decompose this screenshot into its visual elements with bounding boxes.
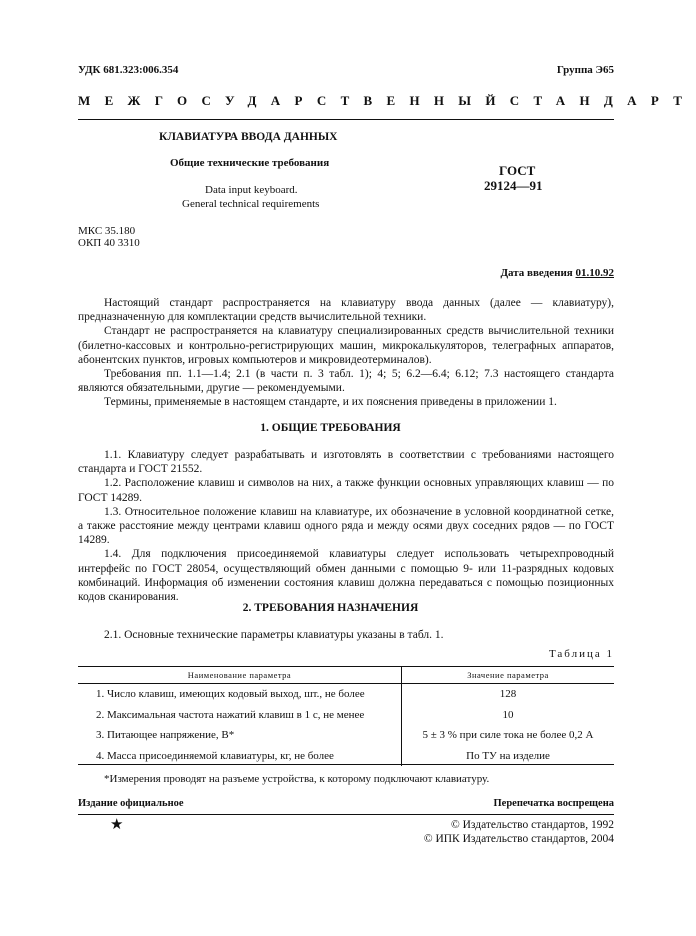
section-2-heading: 2. ТРЕБОВАНИЯ НАЗНАЧЕНИЯ — [242, 602, 419, 614]
udk-code: УДК 681.323:006.354 — [78, 64, 179, 76]
table-cell: 5 ± 3 % при силе тока не более 0,2 А — [402, 725, 615, 746]
table-row — [78, 684, 614, 705]
clause-paragraph: 1.2. Расположение клавиш и символов на них, а также функции основных управляющих клавиш — по ГОСТ 14289. — [78, 477, 614, 504]
table-cell: По ТУ на изделие — [402, 746, 615, 767]
intro-paragraph: Настоящий стандарт распространяется на клавиатуру ввода данных (далее — клавиатуру), предназначенную для комплектации средств вычислительной техники. — [78, 297, 614, 324]
official-edition-label: Издание официальное — [78, 798, 184, 809]
english-subtitle: General technical requirements — [182, 198, 320, 210]
english-title: Data input keyboard. — [205, 184, 298, 196]
doc-title: КЛАВИАТУРА ВВОДА ДАННЫХ — [159, 131, 338, 143]
table-cell: 4. Масса присоединяемой клавиатуры, кг, не более — [96, 749, 334, 762]
intro-date-value: 01.10.92 — [575, 267, 614, 279]
intro-paragraph: Требования пп. 1.1—1.4; 2.1 (в части п. 3 табл. 1); 4; 5; 6.2—6.4; 6.12; 7.3 настоящего стандарта являются обязательными, другие — рекомендуемыми. — [78, 368, 614, 395]
section-2-text — [78, 628, 614, 642]
doc-subtitle: Общие технические требования — [170, 157, 330, 169]
table-row — [78, 725, 614, 746]
table-cell: 2. Максимальная частота нажатий клавиш в 1 с, не менее — [96, 708, 365, 721]
star-icon: ★ — [110, 817, 124, 833]
clause-paragraph: 1.3. Относительное положение клавиш на клавиатуре, их обозначение в условной координатной сетке, а также расстояние между центрами клавиш одного ряда и между осями двух соседних рядов — по ГОСТ 14289. — [78, 505, 614, 547]
table-footnote: *Измерения проводят на разъеме устройства, к которому подключают клавиатуру. — [104, 773, 490, 785]
table-caption: Таблица 1 — [548, 648, 614, 660]
intro-date-label: Дата введения — [500, 267, 573, 279]
table-cell: 3. Питающее напряжение, В* — [96, 729, 235, 742]
table-cell: 1. Число клавиш, имеющих кодовый выход, шт., не более — [96, 688, 365, 701]
okp-code: ОКП 40 3310 — [78, 237, 140, 249]
group-code: Группа Э65 — [556, 64, 614, 76]
table-header-row — [78, 667, 614, 684]
table-cell: 10 — [402, 705, 615, 726]
standard-type-word2: СТАНДАРТ — [509, 93, 696, 108]
footer-rule — [78, 814, 614, 815]
mks-code: МКС 35.180 — [78, 225, 136, 237]
parameters-table — [78, 666, 614, 766]
intro-date — [500, 267, 614, 279]
standard-type-line — [78, 93, 696, 120]
table-header-cell: Значение параметра — [402, 667, 615, 684]
copyright-1992: © Издательство стандартов, 1992 — [450, 819, 614, 831]
clause-paragraph: 2.1. Основные технические параметры клавиатуры указаны в табл. 1. — [104, 629, 444, 641]
table-row — [78, 705, 614, 726]
section-1-text — [78, 448, 614, 604]
clause-paragraph: 1.4. Для подключения присоединяемой клавиатуры следует использовать четырехпроводный интерфейс по ГОСТ 28054, осуществляющий обмен данными с помощью 9- или 11-разрядных кодовых комбинаций. Информация об изменении состояния клавиш должна передаваться с помощью позиционных кодов сканирования. — [78, 548, 614, 604]
table-bottom-rule — [78, 764, 614, 765]
standard-type-word1: МЕЖГОСУДАРСТВЕННЫЙ — [78, 93, 510, 108]
intro-paragraph: Термины, применяемые в настоящем стандарте, и их пояснения приведены в приложении 1. — [104, 396, 557, 409]
intro-paragraph: Стандарт не распространяется на клавиатуру специализированных средств вычислительной техники (билетно-кассовых и контрольно-регистрирующих машин, микрокалькуляторов, телеграфных аппаратов, абонентских пунктов, игровых компьютеров и микровидеотерминалов). — [78, 325, 614, 366]
gost-label: ГОСТ — [499, 163, 536, 178]
table-header-cell: Наименование параметра — [78, 667, 402, 684]
gost-number: 29124—91 — [484, 178, 543, 193]
intro-text — [78, 296, 614, 410]
table-cell: 128 — [402, 684, 615, 705]
clause-paragraph: 1.1. Клавиатуру следует разрабатывать и изготовлять в соответствии с требованиями настоящего стандарта и ГОСТ 21552. — [78, 449, 614, 476]
table-row — [78, 746, 614, 767]
reprint-notice: Перепечатка воспрещена — [493, 798, 614, 809]
section-1-heading: 1. ОБЩИЕ ТРЕБОВАНИЯ — [260, 422, 401, 434]
copyright-2004: © ИПК Издательство стандартов, 2004 — [423, 833, 614, 845]
